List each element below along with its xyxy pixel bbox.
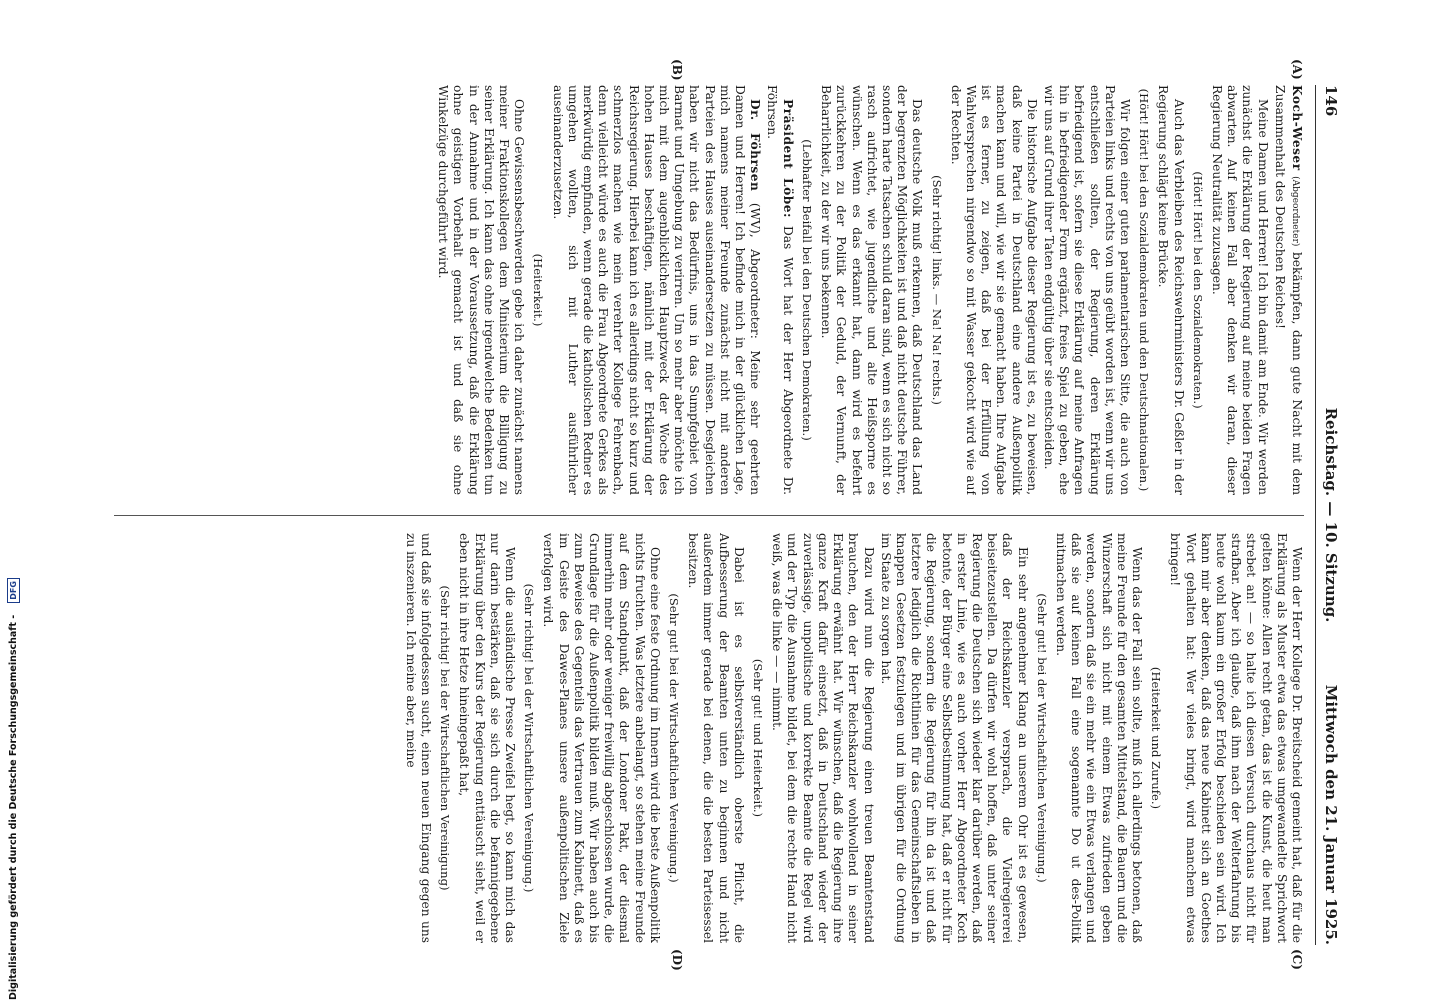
digitization-footer: [6, 0, 22, 1000]
paragraph: Dr. Föhrsen (WV), Abgeordneter: Meine sehr geehrten Damen und Herren! Ich befinde mich in der glücklichen Lage, mich namens meiner Freunde zunächst nicht mit anderen Parteien des Hauses auseinandersetzen zu müssen. Desgleichen haben wir nicht das Bedürfnis, uns in das Sumpfgebiet von Barmat und Umgebung zu verirren. Um so mehr aber möchte ich mich mit dem augenblicklichen Hauptzweck der Woche des hohen Hauses beschäftigen, nämlich mit der Erklärung der Reichsregierung. Hierbei kann ich es allerdings nicht so kurz und schmerzlos machen wie mein verehrter Kollege Fehrenbach, denn vielleicht würde es auch die Frau Abgeordnete Gerkes als merkwürdig empfinden, wenn gerade die katholischen Redner es umgehen wollten, sich mit Luther ausführlicher auseinanderzusetzen.: [550, 85, 763, 495]
interjection: (Sehr gut! und Heiterkeit.): [751, 658, 766, 818]
page-header: [1318, 85, 1344, 945]
paragraph: Präsident Löbe: Das Wort hat der Herr Abgeordnete Dr. Föhrsen.: [765, 85, 795, 495]
speaker-role: (Abgeordneter): [1290, 176, 1300, 247]
interjection: (Heiterkeit.): [531, 253, 546, 327]
speaker-name: Präsident Löbe:: [780, 99, 795, 219]
paragraph: Die historische Aufgabe dieser Regierung ist es, zu beweisen, daß keine Partei in Deutschland eine andere Außenpolitik machen kann und will, wie wir sie gemacht haben. Ihre Aufgabe ist es ferner, zu zeigen, daß bei der Erfüllung von Wahlversprechen nirgendwo so mit Wasser gekocht wird wie auf der Rechten.: [948, 85, 1039, 495]
paragraph: Das deutsche Volk muß erkennen, daß Deutschland das Land der begrenzten Möglichkeiten ist und daß nicht deutsche Führer, sondern harte Tatsachen schuld daran sind, wenn es sich nicht so rasch aufrichtet, wie jugendliche und alte Heißsporne es wünschen. Wenn es das erkannt hat, dann wird es befehrt zurückkehren zu der Politik der Geduld, der Vernunft, der Beharrlichkeit, zu der wir uns bekennen.: [819, 85, 925, 495]
interjection: (Lebhafter Beifall bei den Deutschen Demokraten.): [799, 139, 814, 441]
paragraph: Wenn die ausländische Presse Zweifel hegt, so kann mich das nur darin bestärken, daß sie sich durch die befannigegebene Erklärung über den Kurs der Regierung enttäuscht sieht, weil er eben nicht in ihre Hetze hineingepaßt hat,: [457, 533, 518, 943]
paragraph: Auch das Verbleiben des Reichswehrministers Dr. Geßler in der Regierung schlägt keine Brücke.: [1156, 85, 1186, 495]
interjection: (Sehr richtig! links. — Na! Na! rechts.): [929, 175, 944, 405]
paragraph: Dazu wird nun die Regierung einen treuen Beamtenstand brauchen, den der Herr Reichskanzler wohlwollend in seiner Erklärung erwähnt hat. Wir wünschen, daß die Regierung ihre ganze Kraft dafür einsetzt, daß in Deutschland wieder der zuverlässige, unpolitische und korrekte Beamte die Regel wird und der Typ die Ausnahme bildet, bei dem die rechte Hand nicht weiß, was die linke — — nimmt.: [770, 533, 876, 943]
margin-letter-c: (C): [1290, 949, 1304, 970]
column-separator: [114, 515, 1304, 516]
page-title: Reichstag. — 10. Sitzung.: [1322, 407, 1340, 623]
interjection: (Sehr richtig! bei der Wirtschaftlichen Vereinigung.): [522, 583, 537, 893]
interjection: (Sehr gut! bei der Wirtschaftlichen Vereinigung.): [1034, 593, 1049, 883]
paragraph: Ohne eine feste Ordnung im Innern wird die beste Außenpolitik nichts fruchten. Was letztere anbelangt, so stehen meine Freunde auf dem Standpunkt, daß der Londoner Pakt, der diesmal immerhin mehr oder weniger freiwillig abgeschlossen wurde, die Grundlage für die Außenpolitik bilden muß. Wir haben auch bis zum Beweise des Gegenteils das Vertrauen zum Kabinett, daß es im Geiste des Dawes-Planes unsere außenpolitischen Ziele verfolgen wird.: [541, 533, 662, 943]
paragraph: Ein sehr angenehmer Klang an unserem Ohr ist es gewesen, daß der Reichskanzler versprach, die Vielregiererei beiseitezustellen. Da dürfen wir wohl hoffen, daß unter seiner Regierung die Deutschen sich wieder klar darüber werden, daß in erster Linie, wie es auch vorher Herr Abgeordneter Koch betonte, der Bürger eine Selbstbestimmung hat, daß er nicht für die Regierung, sondern die Regierung für ihn da ist und daß letztere lediglich die Richtlinien für das Gemeinschaftsleben in knappen Gesetzen festzulegen und im übrigen für die Ordnung im Staate zu sorgen hat.: [878, 533, 1030, 943]
speaker-name: Dr. Föhrsen: [748, 99, 763, 192]
dfg-logo: DFG: [7, 578, 20, 603]
interjection: (Hört! Hört! bei den Sozialdemokraten und den Deutschnationalen.): [1137, 88, 1152, 492]
right-column: [114, 533, 1304, 943]
paragraph: Dabei ist es selbstverständlich oberste Pflicht, die Aufbesserung der Beamten unten zu beginnen und nicht außerdem immer gerade bei denen, die die besten Parteisessel besitzen.: [686, 533, 746, 943]
interjection: (Hört! Hört! bei den Sozialdemokraten.): [1190, 171, 1205, 409]
margin-letter-a: (A): [1290, 59, 1304, 80]
page-number: 146: [1322, 85, 1340, 117]
left-column: [114, 85, 1304, 495]
margin-letter-d: (D): [670, 949, 684, 971]
paragraph: Koch-Weser (Abgeordneter) bekämpfen, dann gute Nacht mit dem Zusammenhalt des Deutschen Reiches!: [1272, 85, 1304, 495]
interjection: (Heiterkeit und Zurufe.): [1149, 666, 1164, 810]
paragraph: Ohne Gewissensbeschwerden gebe ich daher zunächst namens meiner Fraktionskollegen dem Ministerium die Billigung zu seiner Erklärung. Ich kann das ohne irgendwelche Bedenken tun in der Annahme und in der Voraussetzung, daß die Erklärung ohne geistigen Vorbehalt gemacht ist und daß sie ohne Winkelzüge durchgeführt wird.: [436, 85, 527, 495]
paragraph: und daß sie infolgedessen sucht, einen neuen Eingang gegen uns zu inszenieren. Ich meine aber, meine: [403, 533, 434, 943]
margin-letter-b: (B): [670, 59, 684, 81]
footer-text: Digitalisierung gefördert durch die Deutsche Forschungsgemeinschaft -: [8, 614, 19, 1000]
paragraph: Meine Damen und Herren! Ich bin damit am Ende. Wir werden zunächst die Erklärung der Regierung auf meine beiden Fragen abwarten. Auf keinen Fall aber denken wir daran, dieser Regierung Neutralität zuzusagen.: [1209, 85, 1270, 495]
header-rule: [1315, 85, 1316, 945]
speaker-name: Koch-Weser: [1290, 85, 1304, 171]
interjection: (Sehr gut! bei der Wirtschaftlichen Vereinigung.): [667, 593, 682, 883]
paragraph: Wir folgen einer guten parlamentarischen Sitte, die auch von Parteien links und rechts von uns geübt worden ist, wenn wir uns entschließen sollten, der Regierung, deren Erklärung befriedigend ist, sofern sie diese Erklärung auf meine Anfragen hin in befriedigender Form ergänzt, freies Spiel zu geben, ehe wir uns auf Grund ihrer Taten endgültig über sie entscheiden.: [1041, 85, 1132, 495]
document-page: [104, 59, 1344, 971]
page-date: Mittwoch den 21. Januar 1925.: [1322, 684, 1340, 945]
paragraph: Wenn der Herr Kollege Dr. Breitscheid gemeint hat, daß für die Erklärung als Muster etwa das etwas umgewandelte Sprichwort gelten könne: Allen recht getan, das ist die Kunst, die heut man strebet an! — so halte ich diesen Versuch durchaus nicht für strafbar. Aber ich glaube, daß ihm nach der Welterfahrung bis heute wohl kaum ein großer Erfolg beschieden sein wird. Ich kann mir aber denken, daß das neue Kabinett sich an Goethes Wort gehalten hat: Wer vieles bringt, wird manchem etwas bringen!: [1168, 533, 1304, 943]
interjection: (Sehr richtig! bei der Wirtschaftlichen Vereinigung): [438, 585, 453, 891]
paragraph: Wenn das der Fall sein sollte, muß ich allerdings betonen, daß meine Freunde für den gesamten Mittelstand, die Bauern und die Winzerschaft sich nicht mit einem Etwas zufrieden geben werden, sondern daß sie ein mehr wie ein Etwas verlangen und daß sie auf keinen Fall eine sogenannte Do ut des-Politik mitmachen werden.: [1053, 533, 1144, 943]
